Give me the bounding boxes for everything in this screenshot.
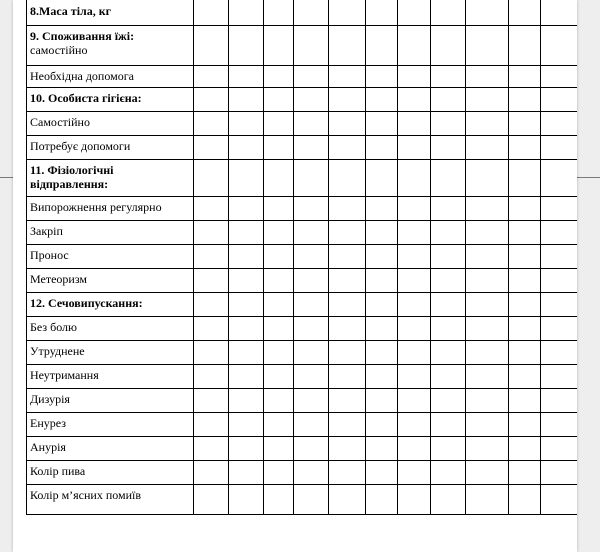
entry-cell[interactable] [263,437,294,461]
entry-cell[interactable] [263,197,294,221]
entry-cell[interactable] [294,389,329,413]
table-row [27,0,578,26]
entry-cell[interactable] [365,437,398,461]
entry-cell[interactable] [465,221,508,245]
table-row [27,245,578,269]
entry-cell[interactable] [465,485,508,515]
entry-cell[interactable] [398,413,431,437]
entry-cell[interactable] [365,269,398,293]
patient-care-table [26,0,577,515]
entry-cell[interactable] [541,245,577,269]
entry-cell[interactable] [465,0,508,26]
entry-cell[interactable] [328,293,365,317]
row-label-cell [27,317,194,341]
entry-cell[interactable] [398,269,431,293]
table-row [27,197,578,221]
row-label-cell [27,485,194,515]
entry-cell[interactable] [398,365,431,389]
entry-cell[interactable] [328,413,365,437]
table-row [27,437,578,461]
entry-cell[interactable] [263,365,294,389]
entry-cell[interactable] [398,389,431,413]
entry-cell[interactable] [229,365,264,389]
table-row [27,389,578,413]
entry-cell[interactable] [365,0,398,26]
entry-cell[interactable] [465,413,508,437]
entry-cell[interactable] [365,485,398,515]
entry-cell[interactable] [194,341,229,365]
row-label-cell [27,112,194,136]
entry-cell[interactable] [430,389,465,413]
entry-cell[interactable] [541,26,577,66]
entry-cell[interactable] [229,160,264,197]
entry-cell[interactable] [229,221,264,245]
entry-cell[interactable] [541,160,577,197]
entry-cell[interactable] [398,197,431,221]
entry-cell[interactable] [294,461,329,485]
item-label: самостійно [30,43,88,57]
entry-cell[interactable] [430,437,465,461]
entry-cell[interactable] [328,365,365,389]
entry-cell[interactable] [398,160,431,197]
entry-cell[interactable] [194,389,229,413]
entry-cell[interactable] [430,112,465,136]
entry-cell[interactable] [263,317,294,341]
entry-cell[interactable] [263,160,294,197]
entry-cell[interactable] [541,197,577,221]
entry-cell[interactable] [194,221,229,245]
entry-cell[interactable] [465,66,508,88]
entry-cell[interactable] [508,389,541,413]
entry-cell[interactable] [541,437,577,461]
entry-cell[interactable] [365,245,398,269]
row-label-cell [27,88,194,112]
entry-cell[interactable] [328,245,365,269]
entry-cell[interactable] [294,197,329,221]
entry-cell[interactable] [194,485,229,515]
entry-cell[interactable] [541,365,577,389]
entry-cell[interactable] [263,221,294,245]
entry-cell[interactable] [508,365,541,389]
entry-cell[interactable] [294,112,329,136]
entry-cell[interactable] [541,317,577,341]
entry-cell[interactable] [263,413,294,437]
row-label-cell [27,0,194,26]
entry-cell[interactable] [465,341,508,365]
item-label: Самостійно [30,115,90,129]
item-label: Анурія [30,440,66,454]
entry-cell[interactable] [465,269,508,293]
item-label: Закріп [30,224,63,238]
entry-cell[interactable] [465,88,508,112]
entry-cell[interactable] [194,197,229,221]
entry-cell[interactable] [328,112,365,136]
entry-cell[interactable] [294,317,329,341]
entry-cell[interactable] [229,293,264,317]
entry-cell[interactable] [263,389,294,413]
table-row [27,269,578,293]
entry-cell[interactable] [229,245,264,269]
entry-cell[interactable] [365,365,398,389]
entry-cell[interactable] [430,26,465,66]
row-label-cell [27,413,194,437]
entry-cell[interactable] [365,221,398,245]
entry-cell[interactable] [365,317,398,341]
entry-cell[interactable] [508,160,541,197]
entry-cell[interactable] [365,88,398,112]
entry-cell[interactable] [398,112,431,136]
entry-cell[interactable] [398,66,431,88]
entry-cell[interactable] [294,136,329,160]
entry-cell[interactable] [229,88,264,112]
entry-cell[interactable] [328,461,365,485]
entry-cell[interactable] [263,485,294,515]
entry-cell[interactable] [328,389,365,413]
entry-cell[interactable] [194,160,229,197]
entry-cell[interactable] [294,293,329,317]
item-label: Без болю [30,320,78,334]
entry-cell[interactable] [430,197,465,221]
entry-cell[interactable] [229,136,264,160]
entry-cell[interactable] [294,269,329,293]
entry-cell[interactable] [465,365,508,389]
entry-cell[interactable] [430,66,465,88]
section-heading: 9. Споживання їжі: [30,29,135,43]
entry-cell[interactable] [229,389,264,413]
row-label-cell [27,341,194,365]
entry-cell[interactable] [508,461,541,485]
entry-cell[interactable] [541,221,577,245]
entry-cell[interactable] [398,245,431,269]
entry-cell[interactable] [263,136,294,160]
entry-cell[interactable] [541,66,577,88]
entry-cell[interactable] [328,136,365,160]
table-row [27,66,578,88]
section-heading: 10. Особиста гігієна: [30,91,142,105]
row-label-cell [27,461,194,485]
entry-cell[interactable] [465,197,508,221]
entry-cell[interactable] [465,160,508,197]
entry-cell[interactable] [194,413,229,437]
entry-cell[interactable] [541,341,577,365]
entry-cell[interactable] [398,485,431,515]
entry-cell[interactable] [365,197,398,221]
entry-cell[interactable] [263,88,294,112]
entry-cell[interactable] [508,317,541,341]
entry-cell[interactable] [430,245,465,269]
table-row [27,160,578,197]
entry-cell[interactable] [328,269,365,293]
entry-cell[interactable] [328,66,365,88]
entry-cell[interactable] [398,461,431,485]
row-label-cell [27,245,194,269]
entry-cell[interactable] [365,136,398,160]
item-label: Неутримання [30,368,99,382]
entry-cell[interactable] [194,88,229,112]
entry-cell[interactable] [430,160,465,197]
entry-cell[interactable] [328,197,365,221]
item-label: Колір пива [30,464,86,478]
entry-cell[interactable] [294,437,329,461]
entry-cell[interactable] [430,317,465,341]
entry-cell[interactable] [465,112,508,136]
entry-cell[interactable] [328,341,365,365]
document-page [13,0,577,552]
entry-cell[interactable] [328,160,365,197]
entry-cell[interactable] [328,26,365,66]
entry-cell[interactable] [263,461,294,485]
entry-cell[interactable] [465,136,508,160]
entry-cell[interactable] [430,221,465,245]
entry-cell[interactable] [398,136,431,160]
row-label-cell [27,293,194,317]
entry-cell[interactable] [263,0,294,26]
row-label-cell [27,66,194,88]
entry-cell[interactable] [398,26,431,66]
entry-cell[interactable] [328,0,365,26]
table-row [27,88,578,112]
entry-cell[interactable] [508,341,541,365]
entry-cell[interactable] [430,413,465,437]
entry-cell[interactable] [430,136,465,160]
table-row [27,461,578,485]
entry-cell[interactable] [365,112,398,136]
entry-cell[interactable] [541,389,577,413]
entry-cell[interactable] [194,112,229,136]
entry-cell[interactable] [508,221,541,245]
entry-cell[interactable] [229,437,264,461]
table-row [27,112,578,136]
entry-cell[interactable] [541,136,577,160]
entry-cell[interactable] [328,485,365,515]
entry-cell[interactable] [328,221,365,245]
entry-cell[interactable] [263,293,294,317]
entry-cell[interactable] [294,245,329,269]
entry-cell[interactable] [365,413,398,437]
entry-cell[interactable] [194,66,229,88]
item-label: Пронос [30,248,69,262]
entry-cell[interactable] [194,365,229,389]
entry-cell[interactable] [508,245,541,269]
entry-cell[interactable] [430,293,465,317]
entry-cell[interactable] [508,197,541,221]
item-label: Дизурія [30,392,70,406]
item-label: Енурез [30,416,66,430]
row-label-cell [27,269,194,293]
entry-cell[interactable] [465,389,508,413]
entry-cell[interactable] [365,389,398,413]
row-label-cell [27,26,194,66]
entry-cell[interactable] [398,0,431,26]
entry-cell[interactable] [465,437,508,461]
entry-cell[interactable] [229,413,264,437]
item-label: Випорожнення регулярно [30,200,162,214]
entry-cell[interactable] [365,160,398,197]
entry-cell[interactable] [328,437,365,461]
entry-cell[interactable] [328,317,365,341]
entry-cell[interactable] [294,365,329,389]
entry-cell[interactable] [430,341,465,365]
item-label: Колір м’ясних помиїв [30,488,142,502]
entry-cell[interactable] [229,66,264,88]
entry-cell[interactable] [229,317,264,341]
entry-cell[interactable] [294,0,329,26]
entry-cell[interactable] [294,485,329,515]
row-label-cell [27,389,194,413]
table-row [27,485,578,515]
entry-cell[interactable] [541,485,577,515]
entry-cell[interactable] [541,88,577,112]
entry-cell[interactable] [263,245,294,269]
entry-cell[interactable] [541,413,577,437]
entry-cell[interactable] [365,341,398,365]
table-row [27,341,578,365]
entry-cell[interactable] [465,293,508,317]
entry-cell[interactable] [365,66,398,88]
entry-cell[interactable] [229,269,264,293]
entry-cell[interactable] [398,293,431,317]
item-label: Необхідна допомога [30,69,134,83]
entry-cell[interactable] [263,341,294,365]
entry-cell[interactable] [398,437,431,461]
item-label: Утруднене [30,344,85,358]
entry-cell[interactable] [294,88,329,112]
entry-cell[interactable] [508,136,541,160]
entry-cell[interactable] [365,26,398,66]
entry-cell[interactable] [465,245,508,269]
table-row [27,413,578,437]
entry-cell[interactable] [263,26,294,66]
row-label-cell [27,197,194,221]
item-label: Метеоризм [30,272,87,286]
entry-cell[interactable] [229,26,264,66]
entry-cell[interactable] [398,317,431,341]
entry-cell[interactable] [508,112,541,136]
entry-cell[interactable] [194,269,229,293]
entry-cell[interactable] [430,461,465,485]
entry-cell[interactable] [398,341,431,365]
entry-cell[interactable] [465,461,508,485]
item-label: Потребує допомоги [30,139,131,153]
entry-cell[interactable] [541,461,577,485]
entry-cell[interactable] [430,485,465,515]
entry-cell[interactable] [541,269,577,293]
entry-cell[interactable] [508,269,541,293]
entry-cell[interactable] [263,112,294,136]
entry-cell[interactable] [541,293,577,317]
entry-cell[interactable] [229,197,264,221]
entry-cell[interactable] [398,221,431,245]
row-label-cell [27,136,194,160]
entry-cell[interactable] [194,461,229,485]
entry-cell[interactable] [508,0,541,26]
entry-cell[interactable] [229,461,264,485]
entry-cell[interactable] [508,88,541,112]
section-heading: 11. Фізіологічні відправлення: [30,163,114,191]
entry-cell[interactable] [430,269,465,293]
entry-cell[interactable] [294,160,329,197]
row-label-cell [27,221,194,245]
entry-cell[interactable] [398,88,431,112]
entry-cell[interactable] [508,437,541,461]
entry-cell[interactable] [365,461,398,485]
entry-cell[interactable] [541,112,577,136]
entry-cell[interactable] [508,26,541,66]
section-heading: 8.Маса тіла, кг [30,4,112,18]
entry-cell[interactable] [465,26,508,66]
row-label-cell [27,437,194,461]
entry-cell[interactable] [229,485,264,515]
entry-cell[interactable] [194,0,229,26]
entry-cell[interactable] [541,0,577,26]
entry-cell[interactable] [328,88,365,112]
entry-cell[interactable] [194,26,229,66]
table-row [27,26,578,66]
entry-cell[interactable] [430,88,465,112]
entry-cell[interactable] [263,66,294,88]
entry-cell[interactable] [465,317,508,341]
table-row [27,293,578,317]
entry-cell[interactable] [430,365,465,389]
entry-cell[interactable] [294,413,329,437]
table-row [27,221,578,245]
row-label-cell [27,160,194,197]
entry-cell[interactable] [430,0,465,26]
entry-cell[interactable] [194,293,229,317]
entry-cell[interactable] [263,269,294,293]
entry-cell[interactable] [194,437,229,461]
table-row [27,136,578,160]
entry-cell[interactable] [229,341,264,365]
table-row [27,365,578,389]
entry-cell[interactable] [194,245,229,269]
entry-cell[interactable] [229,0,264,26]
entry-cell[interactable] [508,293,541,317]
entry-cell[interactable] [294,66,329,88]
entry-cell[interactable] [194,136,229,160]
entry-cell[interactable] [508,485,541,515]
entry-cell[interactable] [294,26,329,66]
row-label-cell [27,365,194,389]
entry-cell[interactable] [508,66,541,88]
entry-cell[interactable] [508,413,541,437]
entry-cell[interactable] [365,293,398,317]
table-row [27,317,578,341]
entry-cell[interactable] [194,317,229,341]
entry-cell[interactable] [294,221,329,245]
section-heading: 12. Сечовипускання: [30,296,143,310]
entry-cell[interactable] [294,341,329,365]
entry-cell[interactable] [229,112,264,136]
